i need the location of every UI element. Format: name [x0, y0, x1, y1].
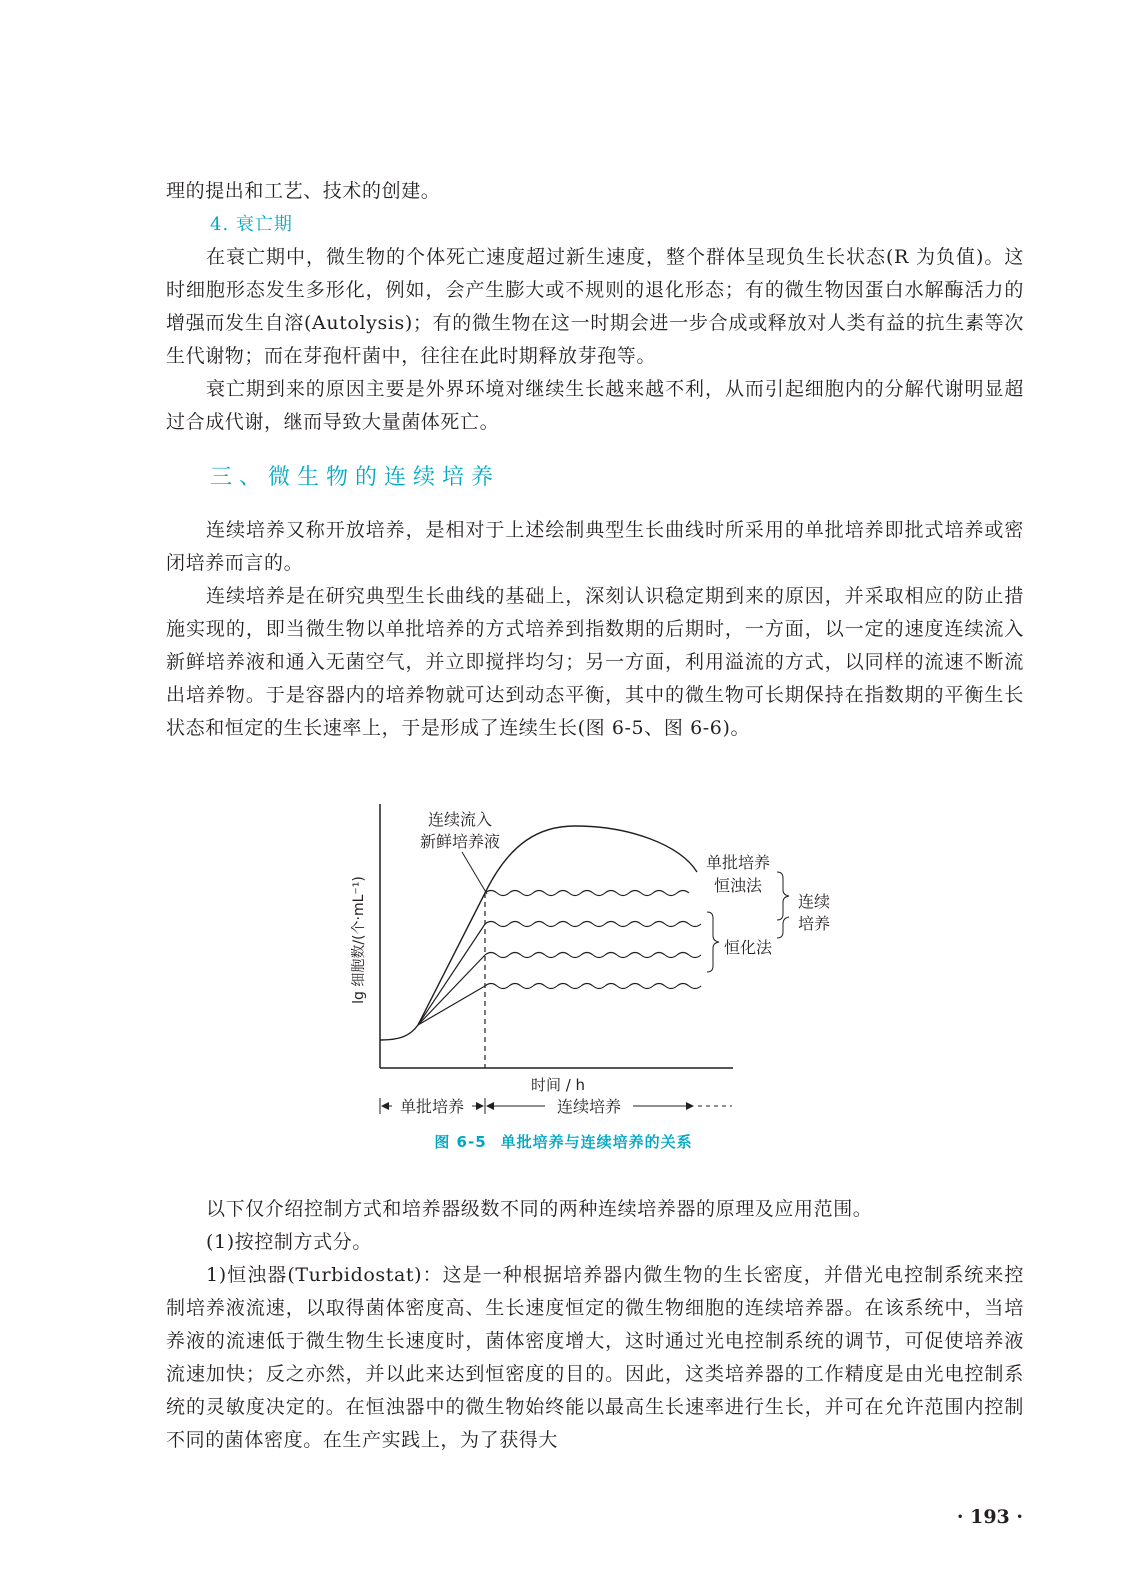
paragraph-5: 连续培养是在研究典型生长曲线的基础上，深刻认识稳定期到来的原因，并采取相应的防止措施实现的，即当微生物以单批培养的方式培养到指数期的后期时，一方面，以一定的速度连续流入新鲜培养液和通入无菌空气，并立即搅拌均匀；另一方面，利用溢流的方式，以同样的流速不断流出培养物。于是容器内的培养物就可达到动态平衡，其中的微生物可长期保持在指数期的平衡生长状态和恒定的生长速率上，于是形成了连续生长(图 6-5、图 6-6)。: [166, 585, 1024, 739]
caption-text: 单批培养与连续培养的关系: [500, 1133, 693, 1151]
section-heading: 三、微生物的连续培养: [210, 465, 501, 490]
paragraph-1: 理的提出和工艺、技术的创建。: [166, 180, 441, 202]
phase-continuous-arrow-left: [486, 1102, 494, 1110]
inflow-label-1: 连续流入: [427, 810, 493, 829]
phase-continuous-label: 连续培养: [556, 1097, 622, 1116]
phase-batch-label: 单批培养: [399, 1097, 465, 1116]
phase-batch-arrow-right: [476, 1102, 484, 1110]
continuous-label-1: 连续: [797, 892, 831, 911]
paragraph-2: 在衰亡期中，微生物的个体死亡速度超过新生速度，整个群体呈现负生长状态(R 为负值)。这时细胞形态发生多形化，例如，会产生膨大或不规则的退化形态；有的微生物因蛋白水解酶活力的增强而发生自溶(Autolysis)；有的微生物在这一时期会进一步合成或释放对人类有益的抗生素等次生代谢物；而在芽孢杆菌中，往往在此时期释放芽孢等。: [166, 246, 1024, 367]
rise-line-2: [418, 924, 485, 1025]
rise-line-3: [418, 955, 485, 1025]
inflow-pointer: [462, 852, 487, 894]
paragraph-8: 1)恒浊器(Turbidostat)：这是一种根据培养器内微生物的生长密度，并借光电控制系统来控制培养液流速，以取得菌体密度高、生长速度恒定的微生物细胞的连续培养器。在该系统中，当培养液的流速低于微生物生长速度时，菌体密度增大，这时通过光电控制系统的调节，可促使培养液流速加快；反之亦然，并以此来达到恒密度的目的。因此，这类培养器的工作精度是由光电控制系统的灵敏度决定的。在恒浊器中的微生物始终能以最高生长速率进行生长，并可在允许范围内控制不同的菌体密度。在生产实践上，为了获得大: [166, 1264, 1024, 1451]
x-axis-label: 时间 / h: [530, 1076, 586, 1094]
inflow-label-2: 新鲜培养液: [419, 832, 501, 851]
page-number: · 193 ·: [956, 1506, 1023, 1528]
turbidostat-label: 恒浊法: [713, 876, 763, 895]
chemostat-label: 恒化法: [723, 938, 773, 957]
paragraph-6: 以下仅介绍控制方式和培养器级数不同的两种连续培养器的原理及应用范围。: [206, 1198, 873, 1220]
batch-label: 单批培养: [705, 853, 771, 872]
phase-batch-arrow-left: [381, 1102, 389, 1110]
paragraph-4: 连续培养又称开放培养，是相对于上述绘制典型生长曲线时所采用的单批培养即批式培养或密闭培养而言的。: [166, 519, 1024, 574]
phase-continuous-arrow-right: [686, 1102, 694, 1110]
subsection-heading: 4. 衰亡期: [210, 214, 293, 235]
turbidostat-wave: [485, 891, 689, 896]
caption-number: 图 6-5: [434, 1133, 487, 1151]
paragraph-7: (1)按控制方式分。: [206, 1231, 372, 1253]
figure-6-5: [340, 800, 831, 1125]
chemostat-wave-3: [485, 984, 701, 989]
y-axis-label: lg 细胞数/(个·mL⁻¹): [351, 876, 367, 1004]
batch-curve: [380, 826, 697, 1040]
chemostat-brace: [707, 912, 719, 972]
turbidostat-brace: [777, 872, 789, 920]
figure-caption: [0, 1131, 1127, 1152]
paragraph-3: 衰亡期到来的原因主要是外界环境对继续生长越来越不利，从而引起细胞内的分解代谢明显超过合成代谢，继而导致大量菌体死亡。: [166, 378, 1024, 433]
chemostat-wave-1: [485, 922, 701, 927]
chemostat-wave-2: [485, 953, 701, 958]
continuous-label-2: 培养: [797, 914, 831, 933]
